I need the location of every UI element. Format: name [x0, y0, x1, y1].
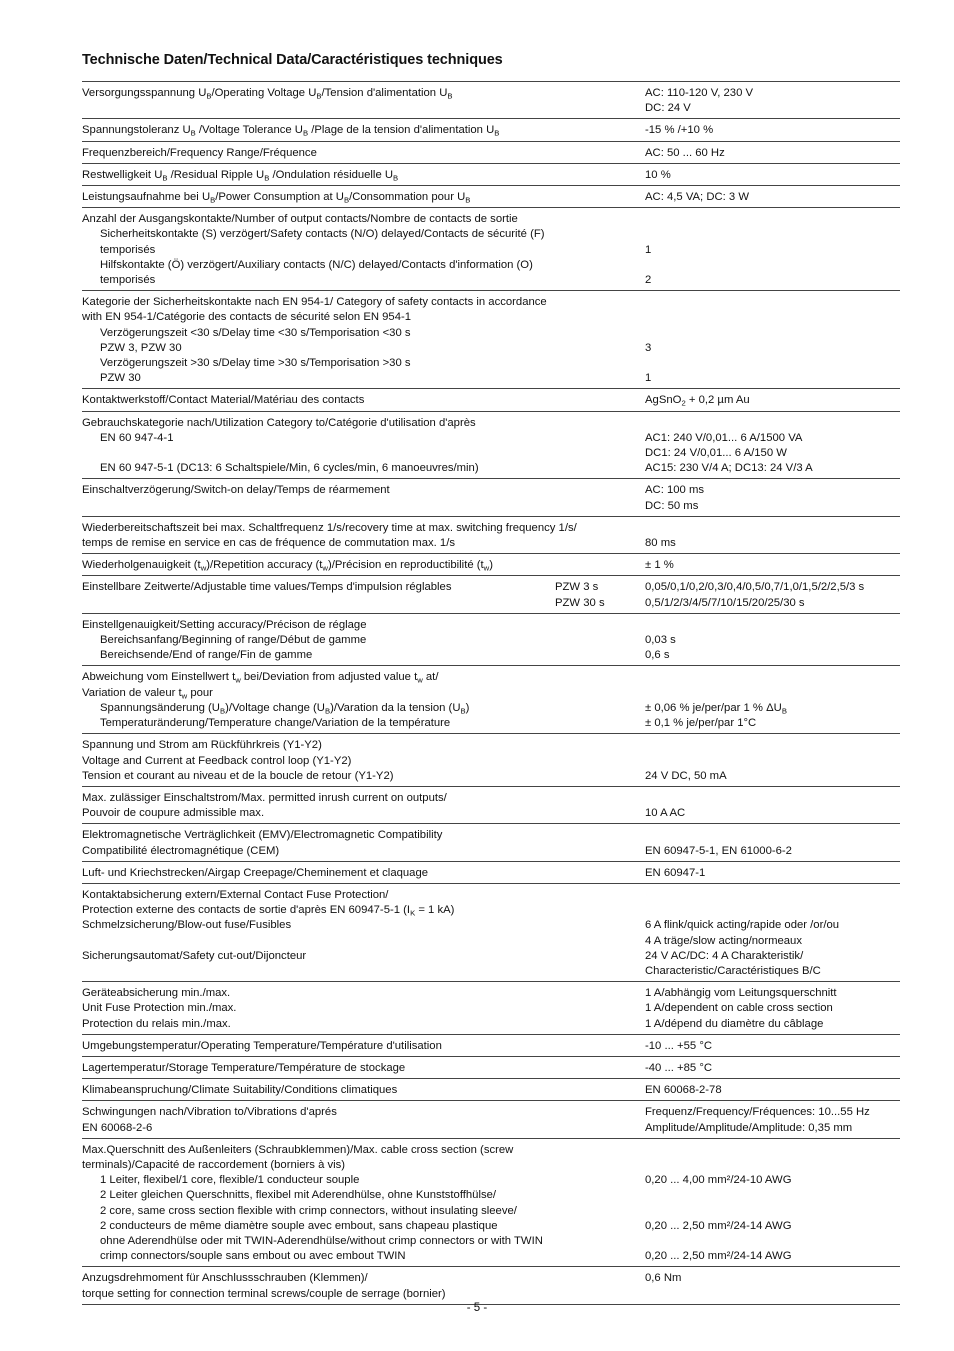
spec-parameter	[82, 190, 645, 205]
parameter-line: Max. zulässiger Einschaltstrom/Max. permitted inrush current on outputs/	[82, 791, 447, 804]
value-line: AC: 100 ms	[645, 484, 705, 497]
parameter-line: Kontaktabsicherung extern/External Contact Fuse Protection/	[82, 888, 389, 901]
spec-row	[82, 517, 900, 554]
parameter-line: Gebrauchskategorie nach/Utilization Category to/Catégorie d'utilisation d'après	[82, 416, 476, 429]
value-line: AgSnO$_2$ + 0,2 µm Au	[645, 394, 750, 408]
value-line: Amplitude/Amplitude/Amplitude: 0,35 mm	[645, 1121, 853, 1134]
parameter-line	[82, 101, 645, 116]
value-line	[645, 686, 900, 701]
parameter-line: temporisés	[100, 274, 156, 287]
value-line: DC: 50 ms	[645, 499, 699, 512]
spec-value	[645, 1039, 900, 1054]
parameter-line: Klimabeanspruchung/Climate Suitability/Conditions climatiques	[82, 1084, 398, 1097]
value-line: 0,20 ... 2,50 mm²/24-14 AWG	[645, 1219, 792, 1232]
spec-parameter	[82, 212, 645, 288]
spec-parameter	[82, 1083, 645, 1098]
value-line: 3	[645, 341, 652, 354]
value-line	[645, 416, 900, 431]
parameter-line	[82, 596, 645, 611]
model-variant: PZW 30 s	[555, 596, 605, 609]
parameter-line	[82, 446, 645, 461]
value-line	[645, 521, 900, 536]
parameter-line: Variation de valeur $t_w$ pour	[82, 686, 213, 700]
page-title: Technische Daten/Technical Data/Caractéristiques techniques	[82, 52, 503, 68]
spec-row	[82, 164, 900, 186]
spec-value	[645, 618, 900, 664]
parameter-line: Wiederbereitschaftszeit bei max. Schaltfrequenz 1/s/recovery time at max. switching frequency 1/s/	[82, 521, 577, 534]
value-line	[645, 1204, 900, 1219]
spec-row	[82, 142, 900, 164]
parameter-line: Verzögerungszeit <30 s/Delay time <30 s/Temporisation <30 s	[100, 326, 411, 339]
value-line: 4 A träge/slow acting/normeaux	[645, 934, 802, 947]
value-line: 0,05/0,1/0,2/0,3/0,4/0,5/0,7/1,0/1,5/2/2,5/3 s	[645, 581, 865, 594]
value-line: AC15: 230 V/4 A; DC13: 24 V/3 A	[645, 462, 813, 475]
spec-value	[645, 888, 900, 979]
value-line: 0,6 Nm	[645, 1272, 682, 1285]
value-line: -10 ... +55 °C	[645, 1039, 712, 1052]
parameter-line: Protection du relais min./max.	[82, 1017, 231, 1030]
value-line: ± 0,06 % je/per/par 1 % $\Delta U_B$	[645, 701, 787, 716]
value-line	[645, 670, 900, 685]
value-line	[645, 1143, 900, 1158]
parameter-line: Unit Fuse Protection min./max.	[82, 1002, 237, 1015]
value-line: 2	[645, 273, 652, 286]
spec-row	[82, 389, 900, 411]
spec-parameter	[82, 168, 645, 183]
parameter-line	[82, 499, 645, 514]
spec-parameter	[82, 295, 645, 386]
spec-parameter	[82, 521, 645, 551]
spec-row	[82, 576, 900, 613]
value-line: DC: 24 V	[645, 102, 691, 115]
value-line: Characteristic/Caractéristiques B/C	[645, 964, 821, 977]
value-line	[645, 1287, 900, 1302]
value-line: 1 A/dépend du diamètre du câblage	[645, 1017, 824, 1030]
spec-parameter	[82, 1271, 645, 1301]
spec-value	[645, 212, 900, 288]
spec-value	[645, 670, 900, 731]
parameter-line: Anzugsdrehmoment für Anschlussschrauben (Klemmen)/	[82, 1272, 368, 1285]
parameter-line: Pouvoir de coupure admissible max.	[82, 807, 265, 820]
value-line: -40 ... +85 °C	[645, 1061, 712, 1074]
spec-parameter	[82, 416, 645, 477]
spec-parameter	[82, 1143, 645, 1265]
parameter-line: Bereichsende/End of range/Fin de gamme	[100, 649, 313, 662]
parameter-line: temps de remise en service en cas de fréquence de commutation max. 1/s	[82, 537, 455, 550]
parameter-line: ohne Aderendhülse oder mit TWIN-Aderendhülse/without crimp connectors or with TWIN	[100, 1234, 543, 1247]
spec-row	[82, 119, 900, 141]
spec-value	[645, 123, 900, 138]
spec-parameter	[82, 828, 645, 858]
parameter-line	[82, 964, 645, 979]
spec-row	[82, 82, 900, 119]
spec-row	[82, 734, 900, 787]
value-line: AC: 50 ... 60 Hz	[645, 146, 725, 159]
parameter-line: Spannungstoleranz $U_B$ /Voltage Tolerance $U_B$ /Plage de la tension d'alimentation $U_B$	[82, 124, 500, 138]
spec-parameter	[82, 393, 645, 408]
value-line	[645, 1188, 900, 1203]
value-line: 24 V AC/DC: 4 A Charakteristik/	[645, 949, 804, 962]
parameter-line: terminals)/Capacité de raccordement (borniers à vis)	[82, 1158, 346, 1171]
value-line: EN 60947-1	[645, 866, 706, 879]
parameter-line: Sicherheitskontakte (S) verzögert/Safety contacts (N/O) delayed/Contacts de sécurité (F)	[100, 228, 545, 241]
parameter-line: Versorgungsspannung $U_B$/Operating Voltage $U_B$/Tension d'alimentation $U_B$	[82, 87, 453, 101]
spec-parameter	[82, 558, 645, 573]
value-line	[645, 212, 900, 227]
spec-row	[82, 1101, 900, 1138]
value-line: 1	[645, 372, 652, 385]
parameter-line: 2 Leiter gleichen Querschnitts, flexibel mit Aderendhülse, ohne Kunststoffhülse/	[100, 1189, 497, 1202]
spec-value	[645, 483, 900, 513]
spec-parameter	[82, 738, 645, 784]
value-line: AC1: 240 V/0,01... 6 A/1500 VA	[645, 431, 803, 444]
spec-row	[82, 787, 900, 824]
value-line: 0,03 s	[645, 634, 676, 647]
value-line: DC1: 24 V/0,01... 6 A/150 W	[645, 447, 787, 460]
parameter-line: Bereichsanfang/Beginning of range/Début de gamme	[100, 634, 367, 647]
parameter-line: Elektromagnetische Verträglichkeit (EMV)/Electromagnetic Compatibility	[82, 829, 443, 842]
spec-parameter	[82, 86, 645, 116]
parameter-line: Anzahl der Ausgangskontakte/Number of output contacts/Nombre de contacts de sortie	[82, 213, 518, 226]
spec-value	[645, 416, 900, 477]
spec-parameter	[82, 580, 645, 610]
spec-parameter	[82, 1105, 645, 1135]
value-line	[645, 258, 900, 273]
spec-row	[82, 208, 900, 291]
spec-row	[82, 291, 900, 389]
spec-row	[82, 824, 900, 861]
value-line: EN 60068-2-78	[645, 1084, 722, 1097]
page-number: - 5 -	[466, 1302, 488, 1314]
spec-value	[645, 190, 900, 205]
spec-row	[82, 1057, 900, 1079]
spec-parameter	[82, 618, 645, 664]
value-line	[645, 1158, 900, 1173]
spec-value	[645, 295, 900, 386]
parameter-line: Lagertemperatur/Storage Temperature/Température de stockage	[82, 1061, 406, 1074]
spec-value	[645, 168, 900, 183]
spec-parameter	[82, 986, 645, 1032]
spec-row	[82, 614, 900, 667]
spec-value	[645, 86, 900, 116]
parameter-line: Einstellgenauigkeit/Setting accuracy/Précison de réglage	[82, 618, 367, 631]
value-line	[645, 903, 900, 918]
parameter-line: crimp connectors/souple sans embout ou avec embout TWIN	[100, 1250, 406, 1263]
spec-row	[82, 982, 900, 1035]
parameter-line: Schmelzsicherung/Blow-out fuse/Fusibles	[82, 919, 292, 932]
spec-parameter	[82, 1039, 645, 1054]
value-line: Frequenz/Frequency/Fréquences: 10...55 Hz	[645, 1106, 870, 1119]
spec-value	[645, 521, 900, 551]
spec-parameter	[82, 146, 645, 161]
spec-row	[82, 186, 900, 208]
value-line: 10 %	[645, 168, 671, 181]
value-line: AC: 4,5 VA; DC: 3 W	[645, 191, 749, 204]
value-line	[645, 753, 900, 768]
spec-value	[645, 393, 900, 408]
parameter-line: EN 60068-2-6	[82, 1121, 153, 1134]
parameter-line: Frequenzbereich/Frequency Range/Fréquence	[82, 146, 317, 159]
parameter-line	[82, 934, 645, 949]
model-variant: PZW 3 s	[555, 581, 599, 594]
parameter-line: Compatibilité électromagnétique (CEM)	[82, 844, 280, 857]
spec-parameter	[82, 791, 645, 821]
parameter-line: Umgebungstemperatur/Operating Temperature/Température d'utilisation	[82, 1039, 442, 1052]
spec-row	[82, 1267, 900, 1304]
parameter-line: Hilfskontakte (Ö) verzögert/Auxiliary contacts (N/C) delayed/Contacts d'information (O)	[100, 258, 533, 271]
parameter-line: Kontaktwerkstoff/Contact Material/Matériau des contacts	[82, 394, 365, 407]
spec-value	[645, 866, 900, 881]
value-line: 24 V DC, 50 mA	[645, 769, 727, 782]
value-line	[645, 1234, 900, 1249]
spec-row	[82, 862, 900, 884]
value-line	[645, 295, 900, 310]
parameter-line: Luft- und Kriechstrecken/Airgap Creepage/Cheminement et claquage	[82, 866, 429, 879]
parameter-line: Restwelligkeit $U_B$ /Residual Ripple $U_B$ /Ondulation résiduelle $U_B$	[82, 168, 399, 183]
parameter-line: Voltage and Current at Feedback control loop (Y1-Y2)	[82, 754, 352, 767]
spec-row	[82, 554, 900, 576]
parameter-line: Schwingungen nach/Vibration to/Vibrations d'aprés	[82, 1106, 337, 1119]
spec-parameter	[82, 866, 645, 881]
value-line: 0,6 s	[645, 649, 670, 662]
parameter-line: Einschaltverzögerung/Switch-on delay/Temps de réarmement	[82, 484, 390, 497]
parameter-line: Kategorie der Sicherheitskontakte nach EN 954-1/ Category of safety contacts in accordance	[82, 296, 547, 309]
parameter-line: EN 60 947-5-1 (DC13: 6 Schaltspiele/Min, 6 cycles/min, 6 manoeuvres/min)	[100, 462, 479, 475]
spec-row	[82, 1035, 900, 1057]
parameter-line: Spannungsänderung $(U_B)$/Voltage change $(U_B)$/Varation da la tension $(U_B)$	[100, 701, 470, 716]
parameter-line: Wiederholgenauigkeit $(t_w)$/Repetition accuracy $(t_w)$/Précision en reproductibilité $(t_w)$	[82, 559, 493, 573]
value-line: 1	[645, 243, 652, 256]
spec-value	[645, 1083, 900, 1098]
spec-parameter	[82, 123, 645, 138]
parameter-line: Max.Querschnitt des Außenleiters (Schraubklemmen)/Max. cable cross section (screw	[82, 1143, 514, 1156]
spec-value	[645, 791, 900, 821]
value-line: 80 ms	[645, 537, 676, 550]
value-line	[645, 888, 900, 903]
parameter-line: temporisés	[100, 243, 156, 256]
value-line: ± 1 %	[645, 559, 674, 572]
spec-value	[645, 828, 900, 858]
spec-value	[645, 558, 900, 573]
spec-parameter	[82, 483, 645, 513]
parameter-line: Sicherungsautomat/Safety cut-out/Dijoncteur	[82, 949, 307, 962]
value-line: 1 A/dependent on cable cross section	[645, 1002, 833, 1015]
parameter-line: Verzögerungszeit >30 s/Delay time >30 s/Temporisation >30 s	[100, 357, 411, 370]
spec-row	[82, 412, 900, 480]
parameter-line: Einstellbare Zeitwerte/Adjustable time values/Temps d'impulsion réglables PZW 3 s	[82, 580, 645, 595]
value-line: -15 % /+10 %	[645, 124, 714, 137]
value-line	[645, 326, 900, 341]
parameter-line: Tension et courant au niveau et de la boucle de retour (Y1-Y2)	[82, 769, 394, 782]
spec-row	[82, 884, 900, 982]
spec-value	[645, 1143, 900, 1265]
parameter-line: Spannung und Strom am Rückführkreis (Y1-Y2)	[82, 739, 322, 752]
parameter-line: 1 Leiter, flexibel/1 core, flexible/1 conducteur souple	[100, 1174, 360, 1187]
parameter-line: PZW 30	[100, 372, 141, 385]
parameter-line: Protection externe des contacts de sortie d'après EN 60947-5-1 ($I_K = 1$ kA)	[82, 904, 455, 918]
spec-value	[645, 738, 900, 784]
value-line: ± 0,1 % je/per/par 1°C	[645, 717, 757, 730]
spec-row	[82, 666, 900, 734]
value-line	[645, 310, 900, 325]
value-line: EN 60947-5-1, EN 61000-6-2	[645, 844, 792, 857]
spec-parameter	[82, 670, 645, 731]
parameter-line: PZW 3, PZW 30	[100, 341, 182, 354]
parameter-line: 2 conducteurs de même diamètre souple avec embout, sans chapeau plastique	[100, 1219, 498, 1232]
spec-value	[645, 986, 900, 1032]
value-line	[645, 227, 900, 242]
value-line: 0,20 ... 2,50 mm²/24-14 AWG	[645, 1250, 792, 1263]
spec-value	[645, 1105, 900, 1135]
technical-data-table	[82, 81, 900, 1305]
spec-value	[645, 146, 900, 161]
spec-row	[82, 1139, 900, 1268]
value-line: AC: 110-120 V, 230 V	[645, 87, 754, 99]
parameter-line: with EN 954-1/Catégorie des contacts de sécurité selon EN 954-1	[82, 311, 412, 324]
spec-parameter	[82, 888, 645, 979]
value-line	[645, 791, 900, 806]
spec-value	[645, 1271, 900, 1301]
spec-parameter	[82, 1061, 645, 1076]
parameter-line: 2 core, same cross section flexible with crimp connectors, without insulating sleeve/	[100, 1204, 517, 1217]
value-line	[645, 356, 900, 371]
value-line: 0,5/1/2/3/4/5/7/10/15/20/25/30 s	[645, 596, 805, 609]
value-line: 0,20 ... 4,00 mm²/24-10 AWG	[645, 1174, 792, 1187]
parameter-line: Geräteabsicherung min./max.	[82, 987, 231, 1000]
value-line: 10 A AC	[645, 807, 686, 820]
parameter-line: Temperaturänderung/Temperature change/Variation de la température	[100, 717, 451, 730]
value-line	[645, 618, 900, 633]
parameter-line: EN 60 947-4-1	[100, 431, 174, 444]
spec-row	[82, 479, 900, 516]
value-line	[645, 738, 900, 753]
value-line: 1 A/abhängig vom Leitungsquerschnitt	[645, 987, 837, 1000]
value-line	[645, 828, 900, 843]
parameter-line: Leistungsaufnahme bei $U_B$/Power Consumption at $U_B$/Consommation pour $U_B$	[82, 191, 471, 205]
parameter-line: Abweichung vom Einstellwert $t_w$ bei/Deviation from adjusted value $t_w$ at/	[82, 671, 439, 685]
spec-value	[645, 580, 900, 610]
value-line: 6 A flink/quick acting/rapide oder /or/ou	[645, 919, 840, 932]
spec-value	[645, 1061, 900, 1076]
parameter-line: torque setting for connection terminal screws/couple de serrage (bornier)	[82, 1287, 446, 1300]
spec-row	[82, 1079, 900, 1101]
